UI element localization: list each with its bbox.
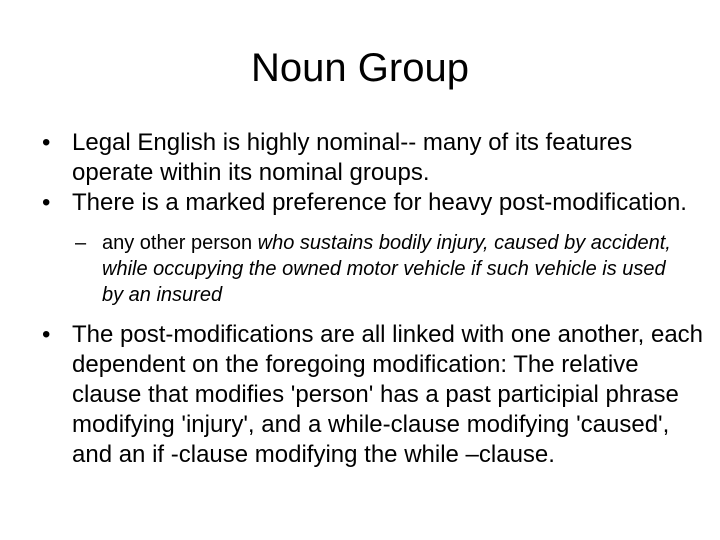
example-italic-text: who sustains bodily injury, caused by accident, while occupying the owned motor vehicle if such vehicle is used by an insured bbox=[102, 232, 671, 306]
sub-bullet-example bbox=[0, 230, 720, 308]
dash-marker: – bbox=[75, 232, 87, 254]
bullet-item bbox=[0, 188, 720, 218]
bullet-text: There is a marked preference for heavy post-modification. bbox=[72, 189, 687, 216]
bullet-item bbox=[0, 128, 720, 188]
bullet-item bbox=[0, 320, 720, 470]
bullet-marker: • bbox=[42, 189, 51, 216]
bullet-marker: • bbox=[42, 129, 51, 156]
example-plain-text: any other person bbox=[102, 232, 258, 254]
bullet-text: The post-modifications are all linked with one another, each dependent on the foregoing modification: The relative clause that modifies 'person' has a past participial phrase modifying 'injury', and a while-clause modifying 'caused', and an if -clause modifying the while –clause. bbox=[72, 321, 704, 468]
bullet-marker: • bbox=[42, 321, 51, 348]
bullet-text: Legal English is highly nominal-- many of its features operate within its nominal groups. bbox=[72, 129, 633, 186]
slide-title: Noun Group bbox=[251, 46, 469, 90]
bullet-list bbox=[0, 128, 720, 470]
